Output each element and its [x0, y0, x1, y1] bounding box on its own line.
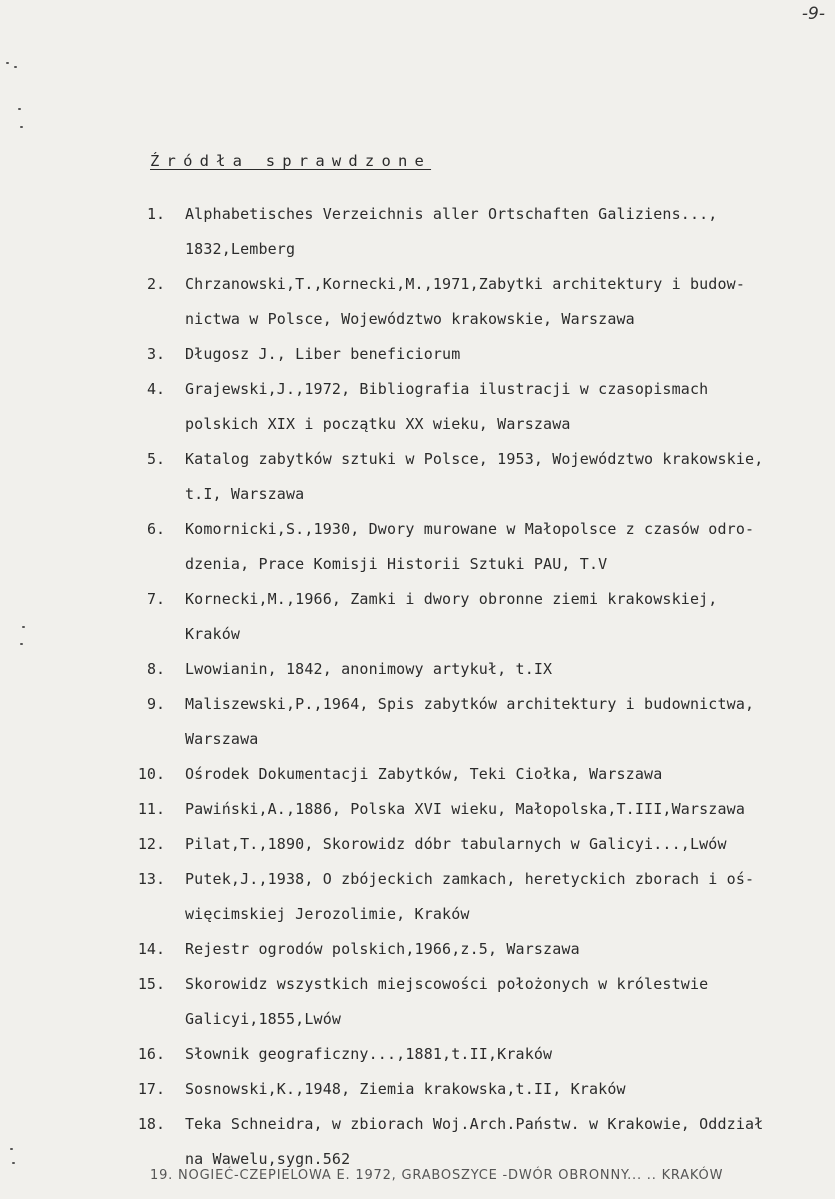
entry-text-line: Alphabetisches Verzeichnis aller Ortschaften Galiziens..., [185, 205, 718, 223]
section-heading: Źródła sprawdzone [150, 152, 432, 170]
margin-mark [20, 643, 23, 645]
entry-number: 4. [146, 380, 165, 398]
entry-number: 9. [146, 695, 165, 713]
entry-text-line: Kornecki,M.,1966, Zamki i dwory obronne ziemi krakowskiej, [185, 590, 718, 608]
entry-text-line: nictwa w Polsce, Województwo krakowskie, Warszawa [185, 310, 635, 328]
entry-number: 3. [146, 345, 165, 363]
entry-text-line: polskich XIX i początku XX wieku, Warszawa [185, 415, 571, 433]
entry-text-line: Teka Schneidra, w zbiorach Woj.Arch.Państw. w Krakowie, Oddział [185, 1115, 764, 1133]
entry-number: 8. [146, 660, 165, 678]
entry-number: 18. [137, 1115, 165, 1133]
entry-text-line: Skorowidz wszystkich miejscowości położonych w królestwie [185, 975, 709, 993]
entry-text-line: Pawiński,A.,1886, Polska XVI wieku, Małopolska,T.III,Warszawa [185, 800, 746, 818]
entry-text-line: 1832,Lemberg [185, 240, 296, 258]
entry-text-line: Katalog zabytków sztuki w Polsce, 1953, Województwo krakowskie, [185, 450, 764, 468]
page-number: -9- [801, 4, 825, 24]
entry-number: 10. [137, 765, 165, 783]
entry-number: 2. [146, 275, 165, 293]
entry-text-line: t.I, Warszawa [185, 485, 305, 503]
handwritten-note: 19. NOGIEĆ-CZEPIELOWA E. 1972, GRABOSZYCE -DWÓR OBRONNY... .. KRAKÓW [150, 1168, 724, 1183]
entry-number: 11. [137, 800, 165, 818]
margin-mark [22, 626, 25, 628]
entry-number: 1. [146, 205, 165, 223]
entry-text-line: Rejestr ogrodów polskich,1966,z.5, Warszawa [185, 940, 580, 958]
entry-text-line: Pilat,T.,1890, Skorowidz dóbr tabularnych w Galicyi...,Lwów [185, 835, 727, 853]
entry-number: 12. [137, 835, 165, 853]
margin-mark [20, 126, 23, 128]
entry-text-line: dzenia, Prace Komisji Historii Sztuki PAU, T.V [185, 555, 608, 573]
entry-text-line: Sosnowski,K.,1948, Ziemia krakowska,t.II, Kraków [185, 1080, 626, 1098]
entry-number: 7. [146, 590, 165, 608]
margin-mark [14, 66, 17, 68]
entry-number: 15. [137, 975, 165, 993]
entry-text-line: Warszawa [185, 730, 259, 748]
entry-text-line: Lwowianin, 1842, anonimowy artykuł, t.IX [185, 660, 553, 678]
entry-text-line: Słownik geograficzny...,1881,t.II,Kraków [185, 1045, 553, 1063]
entry-number: 5. [146, 450, 165, 468]
margin-mark [10, 1148, 13, 1150]
entry-text-line: na Wawelu,sygn.562 [185, 1150, 351, 1168]
entry-text-line: Ośrodek Dokumentacji Zabytków, Teki Ciołka, Warszawa [185, 765, 663, 783]
entry-number: 13. [137, 870, 165, 888]
entry-number: 6. [146, 520, 165, 538]
margin-mark [6, 62, 9, 64]
entry-text-line: Długosz J., Liber beneficiorum [185, 345, 461, 363]
entry-text-line: Galicyi,1855,Lwów [185, 1010, 342, 1028]
entry-number: 17. [137, 1080, 165, 1098]
entry-text-line: Putek,J.,1938, O zbójeckich zamkach, heretyckich zborach i oś- [185, 870, 755, 888]
margin-mark [18, 108, 21, 110]
entry-number: 14. [137, 940, 165, 958]
entry-text-line: Komornicki,S.,1930, Dwory murowane w Małopolsce z czasów odro- [185, 520, 755, 538]
entry-text-line: Maliszewski,P.,1964, Spis zabytków architektury i budownictwa, [185, 695, 755, 713]
entry-text-line: Chrzanowski,T.,Kornecki,M.,1971,Zabytki architektury i budow- [185, 275, 746, 293]
entry-text-line: więcimskiej Jerozolimie, Kraków [185, 905, 470, 923]
entry-number: 16. [137, 1045, 165, 1063]
entry-text-line: Kraków [185, 625, 241, 643]
margin-mark [12, 1162, 15, 1164]
entry-text-line: Grajewski,J.,1972, Bibliografia ilustracji w czasopismach [185, 380, 709, 398]
